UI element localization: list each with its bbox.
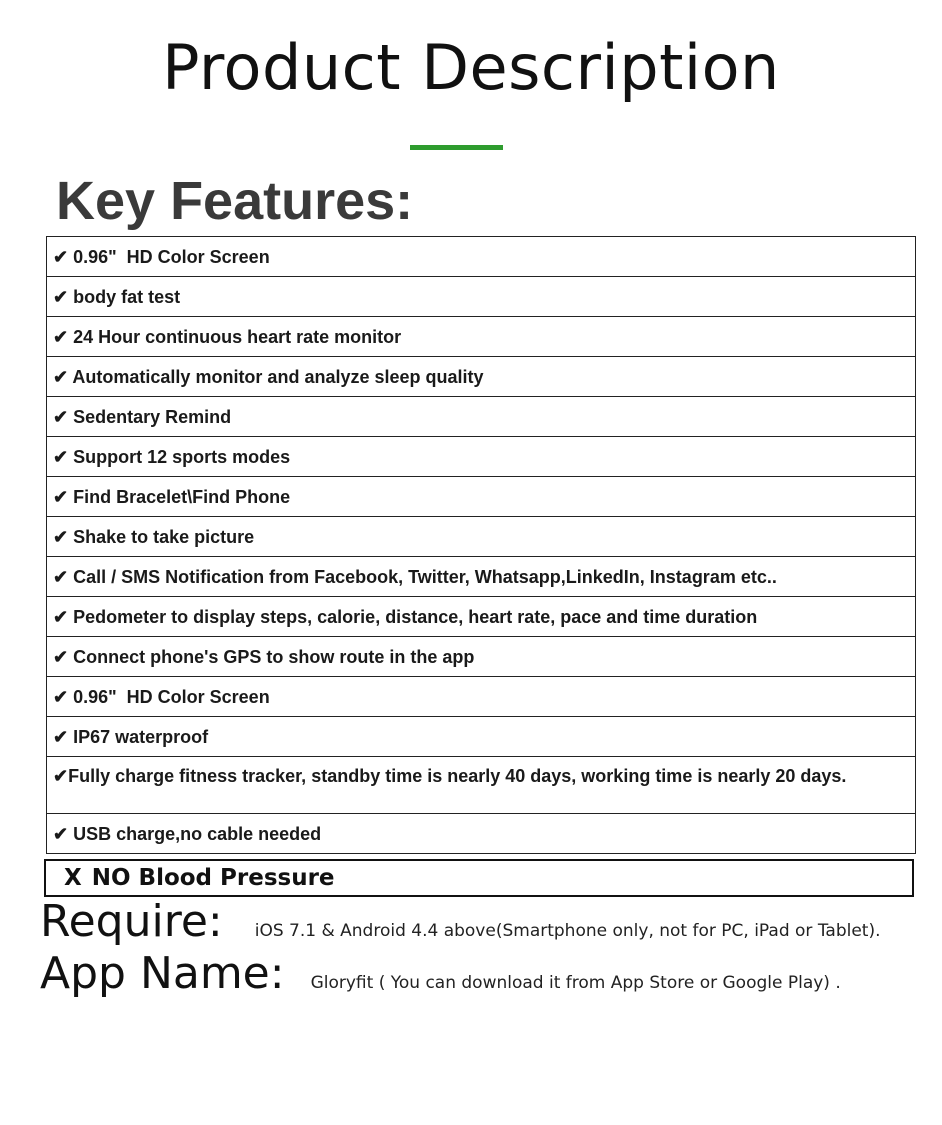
- feature-row: [47, 637, 915, 677]
- feature-row: [47, 357, 915, 397]
- page-title: Product Description: [162, 31, 780, 104]
- feature-row: [47, 757, 915, 814]
- feature-row: [47, 477, 915, 517]
- feature-row: [47, 437, 915, 477]
- feature-text: ✔Fully charge fitness tracker, standby time is nearly 40 days, working time is nearly 20 days.: [53, 766, 847, 786]
- feature-text: ✔ Find Bracelet\Find Phone: [53, 486, 291, 507]
- feature-row: [47, 717, 915, 757]
- feature-text: ✔ Sedentary Remind: [53, 406, 232, 427]
- feature-row: [47, 597, 915, 637]
- feature-row: [47, 814, 915, 854]
- feature-row: [47, 557, 915, 597]
- feature-row: [47, 517, 915, 557]
- feature-text: ✔ 0.96" HD Color Screen: [53, 246, 270, 267]
- feature-text: ✔ USB charge,no cable needed: [53, 823, 322, 844]
- key-features-heading: Key Features:: [56, 171, 414, 231]
- feature-text: ✔ 24 Hour continuous heart rate monitor: [53, 326, 402, 347]
- feature-row: [47, 237, 915, 277]
- app-name-line: [40, 948, 841, 999]
- require-line: [40, 896, 881, 947]
- feature-row: [47, 677, 915, 717]
- title-underline: [410, 145, 503, 150]
- not-supported-text: NO Blood Pressure: [91, 865, 335, 891]
- feature-text: ✔ Support 12 sports modes: [53, 446, 291, 467]
- feature-text: ✔ IP67 waterproof: [53, 726, 209, 747]
- app-name-value: Gloryfit ( You can download it from App Store or Google Play) .: [310, 973, 841, 993]
- feature-row: [47, 277, 915, 317]
- feature-row: [47, 397, 915, 437]
- features-table: [46, 236, 916, 854]
- feature-text: ✔ Connect phone's GPS to show route in the app: [53, 646, 475, 667]
- feature-text: ✔ Pedometer to display steps, calorie, distance, heart rate, pace and time duration: [53, 606, 758, 627]
- x-mark-icon: X: [64, 865, 82, 891]
- feature-text: ✔ Shake to take picture: [53, 526, 255, 547]
- feature-row: [47, 317, 915, 357]
- require-label: Require:: [40, 896, 223, 947]
- feature-text: ✔ 0.96" HD Color Screen: [53, 686, 270, 707]
- feature-text: ✔ body fat test: [53, 286, 181, 307]
- feature-text: ✔ Automatically monitor and analyze sleep quality: [53, 366, 484, 387]
- not-supported-row: [44, 859, 914, 897]
- app-name-label: App Name:: [40, 948, 285, 999]
- feature-text: ✔ Call / SMS Notification from Facebook, Twitter, Whatsapp,LinkedIn, Instagram etc..: [53, 566, 777, 587]
- require-value: iOS 7.1 & Android 4.4 above(Smartphone only, not for PC, iPad or Tablet).: [254, 921, 881, 941]
